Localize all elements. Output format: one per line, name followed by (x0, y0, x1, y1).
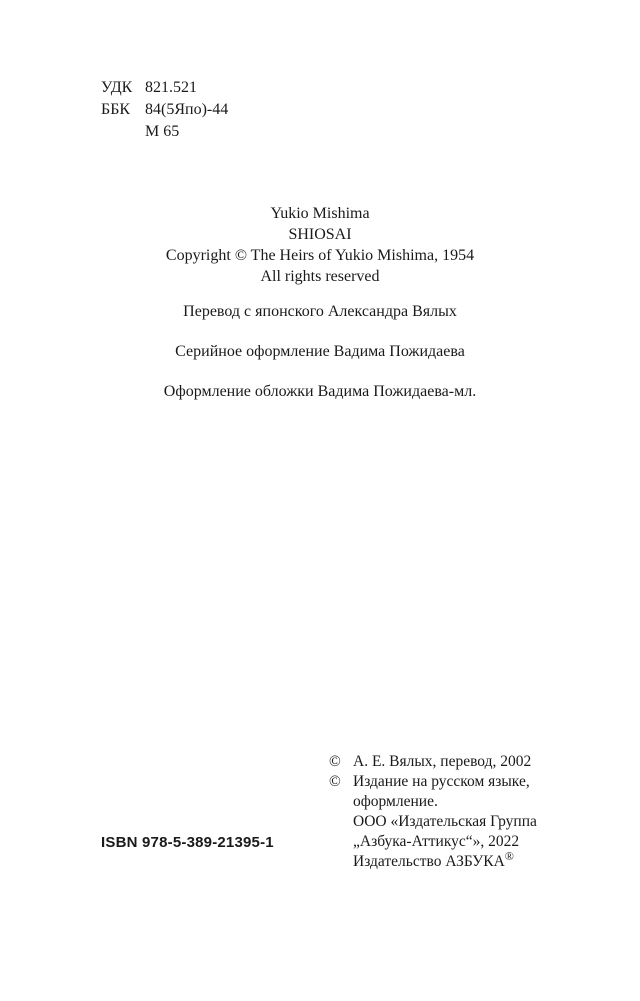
original-title: SHIOSAI (288, 226, 352, 243)
translation-notice-text: А. Е. Вялых, перевод, 2002 (353, 753, 532, 770)
copyright-symbol: © (329, 773, 341, 790)
original-edition-group (0, 203, 640, 287)
edition-notice (329, 772, 537, 792)
udk-value: 821.521 (145, 79, 197, 96)
edition-notice-line2: оформление. (353, 793, 438, 810)
translation-notice (329, 752, 537, 772)
bbk-row (101, 99, 228, 121)
udk-row (101, 77, 228, 99)
publisher-line3: Издательство АЗБУКА (353, 853, 505, 870)
author-mark-row (101, 121, 228, 143)
copyright-notices (329, 752, 537, 872)
publisher-line3-row (329, 848, 537, 872)
copyright-line: Copyright © The Heirs of Yukio Mishima, 1954 (165, 247, 475, 264)
author-mark: М 65 (145, 123, 180, 140)
author-name: Yukio Mishima (270, 205, 370, 222)
rights-line: All rights reserved (260, 268, 380, 285)
translation-credit: Перевод с японского Александра Вялых (183, 303, 457, 320)
credits-block (0, 203, 640, 421)
registered-mark: ® (504, 848, 514, 863)
cover-design-credit: Оформление обложки Вадима Пожидаева-мл. (163, 383, 477, 400)
udk-code: УДК (101, 79, 133, 96)
bbk-code: ББК (101, 101, 131, 118)
copyright-symbol: © (329, 753, 341, 770)
publisher-line1: ООО «Издательская Группа (353, 813, 537, 830)
edition-notice-line1: Издание на русском языке, (353, 773, 530, 790)
isbn: ISBN 978-5-389-21395-1 (101, 834, 274, 851)
publisher-line2: „Азбука-Аттикус“», 2022 (353, 833, 520, 850)
bbk-value: 84(5Япо)-44 (145, 101, 229, 118)
series-design-credit: Серийное оформление Вадима Пожидаева (175, 343, 465, 360)
classification-block (101, 77, 228, 143)
